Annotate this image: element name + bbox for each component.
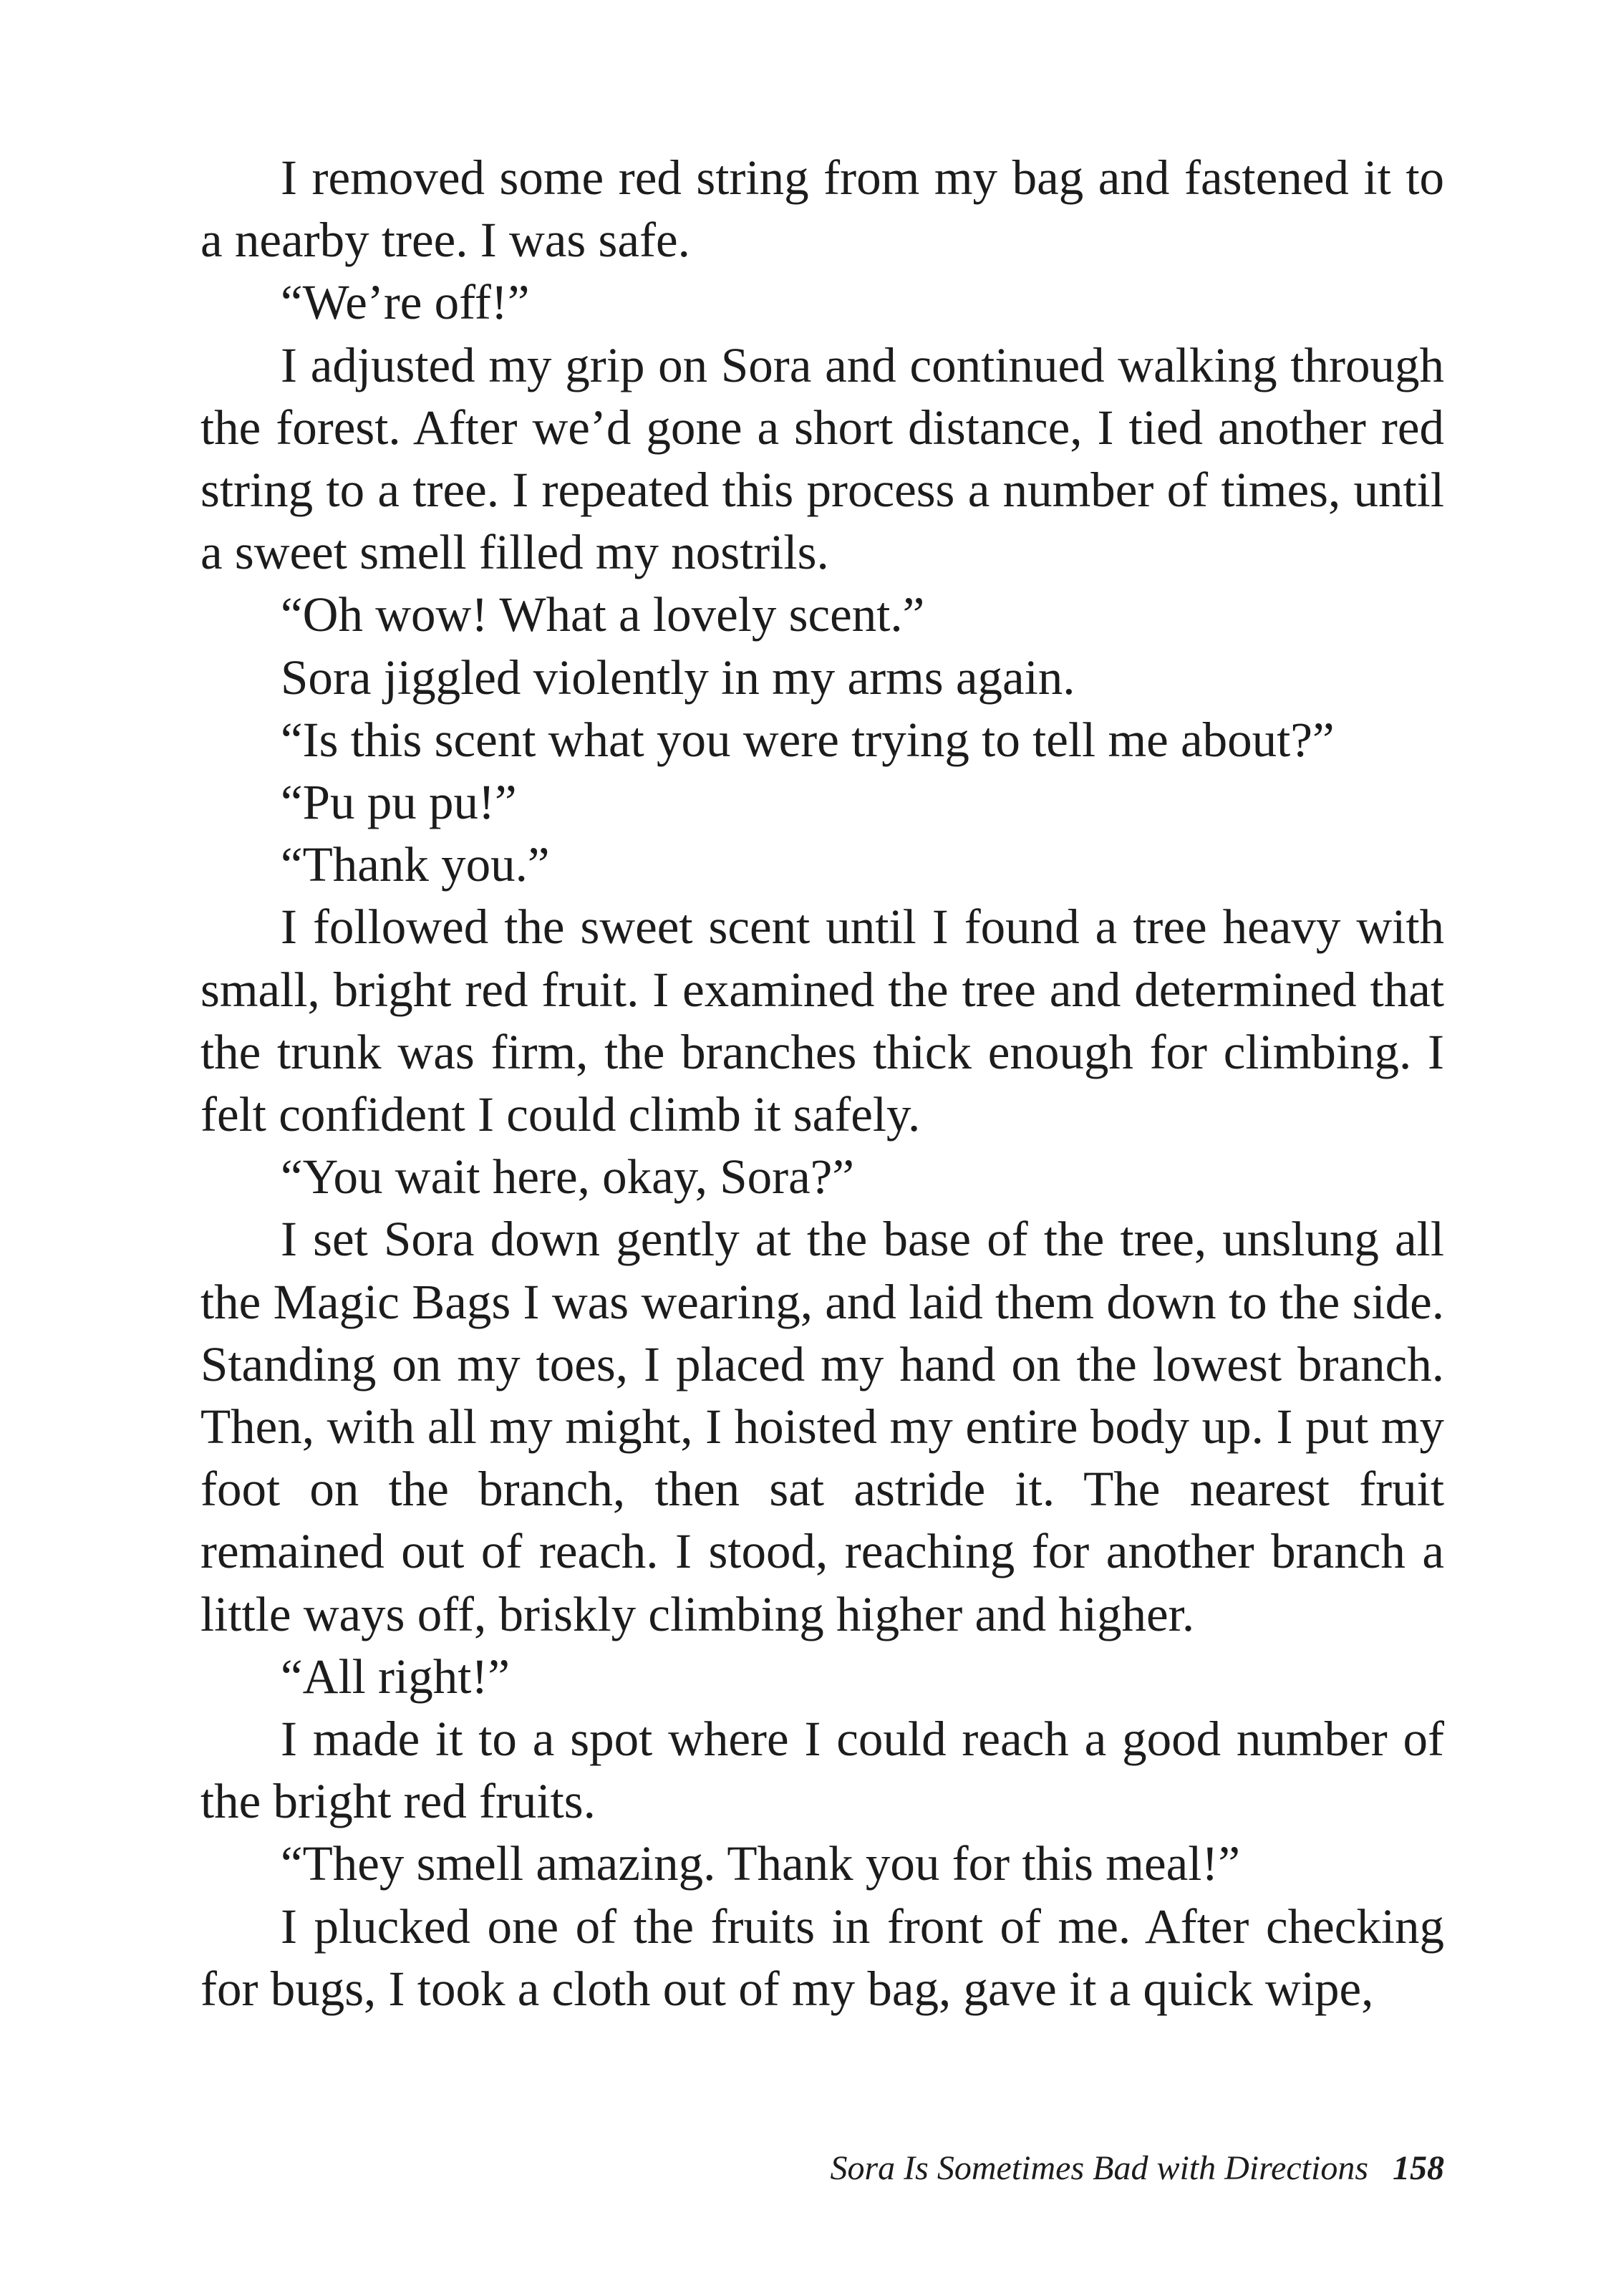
paragraph: “Pu pu pu!”	[281, 775, 517, 830]
paragraph: I set Sora down gently at the base of the tree, unslung all the Magic Bags I was wearing, and laid them down to the side. Standing on my toes, I placed my hand on the lowest branch. Then, with all my might, I hoisted my entire body up. I put my foot on the branch, then sat astride it. The nearest fruit remained out of reach. I stood, reaching for another branch a little ways off, briskly climbing higher and higher.	[200, 1212, 1444, 1641]
paragraph: “All right!”	[281, 1649, 510, 1704]
paragraph: “They smell amazing. Thank you for this meal!”	[281, 1836, 1240, 1891]
running-title: Sora Is Sometimes Bad with Directions	[830, 2149, 1368, 2187]
paragraph: “We’re off!”	[281, 275, 530, 330]
paragraph: I adjusted my grip on Sora and continued walking through the forest. After we’d gone a short distance, I tied another red string to a tree. I repeated this process a number of times, until a sweet smell filled my nostrils.	[200, 337, 1444, 580]
paragraph: “Thank you.”	[281, 837, 550, 892]
running-footer	[831, 2147, 1445, 2190]
paragraph: I removed some red string from my bag and fastened it to a nearby tree. I was safe.	[200, 150, 1444, 268]
paragraph: “You wait here, okay, Sora?”	[281, 1149, 854, 1205]
paragraph: Sora jiggled violently in my arms again.	[281, 650, 1075, 705]
paragraph: “Oh wow! What a lovely scent.”	[281, 587, 925, 642]
page-number: 158	[1393, 2149, 1444, 2187]
paragraph: I plucked one of the fruits in front of me. After checking for bugs, I took a cloth out of my bag, gave it a quick wipe,	[200, 1899, 1444, 2016]
paragraph: I followed the sweet scent until I found a tree heavy with small, bright red fruit. I examined the tree and determined that the trunk was firm, the branches thick enough for climbing. I felt confident I could climb it safely.	[200, 899, 1444, 1142]
paragraph: I made it to a spot where I could reach a good number of the bright red fruits.	[200, 1712, 1444, 1829]
paragraph: “Is this scent what you were trying to tell me about?”	[281, 712, 1335, 767]
body-text	[200, 147, 1444, 2020]
